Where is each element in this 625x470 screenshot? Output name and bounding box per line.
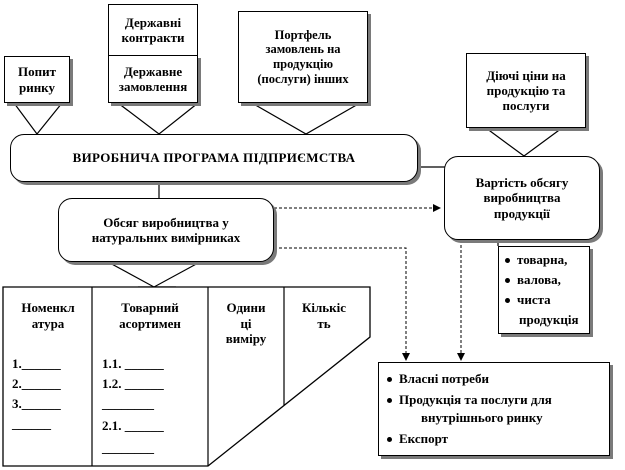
table-row-item: ______ <box>12 416 51 431</box>
table-header-nomenclature: Номенкл атура <box>21 300 75 331</box>
arrow-prices <box>486 128 562 156</box>
table-header-assortment: Товарний асортимен <box>119 300 181 331</box>
destination-item-continued: внутрішнього ринку <box>421 410 543 425</box>
table-row-item: ________ <box>102 396 154 411</box>
natural-volume-box: Обсяг виробництва у натуральних вимірниках <box>58 198 274 262</box>
bullet-icon <box>387 437 392 442</box>
table-row-item: 3.______ <box>12 396 61 411</box>
state-contracts-box: Державні контракти <box>108 4 198 56</box>
product-types-box <box>498 246 590 334</box>
destination-item: Власні потреби <box>387 371 489 387</box>
arrow-portfolio <box>252 103 360 134</box>
arrow-demand <box>14 103 62 134</box>
bullet-icon <box>505 298 510 303</box>
bullet-icon <box>387 398 392 403</box>
product-type-item: товарна, <box>505 252 567 268</box>
table-row-item: 1.______ <box>12 356 61 371</box>
order-portfolio-box: Портфель замовлень на продукцію (послуги) інших <box>238 11 368 103</box>
production-value-box: Вартість обсягу виробництва продукції <box>444 156 600 240</box>
state-order-box: Державне замовлення <box>108 55 198 103</box>
table-header-units: Одини ці виміру <box>225 300 267 347</box>
market-demand-box: Попит ринку <box>4 56 70 103</box>
product-type-item: продукція <box>519 312 579 327</box>
destinations-box <box>378 362 610 456</box>
product-type-item: чиста <box>505 292 551 308</box>
product-type-item: валова, <box>505 272 561 288</box>
table-header-quantity: Кількіс ть <box>301 300 347 331</box>
table-row-item: 2.1. ______ <box>102 418 164 433</box>
table-row-item: 1.2. ______ <box>102 376 164 391</box>
production-program-banner: ВИРОБНИЧА ПРОГРАМА ПІДПРИЄМСТВА <box>10 134 418 182</box>
arrow-state-order <box>118 103 198 134</box>
bullet-icon <box>505 258 510 263</box>
table-row-item: ________ <box>102 440 154 455</box>
current-prices-box: Діючі ціни на продукцію та послуги <box>466 53 586 128</box>
bullet-icon <box>387 377 392 382</box>
destination-item: Продукція та послуги для <box>387 392 552 408</box>
bullet-icon <box>505 278 510 283</box>
table-row-item: 2.______ <box>12 376 61 391</box>
table-row-item: 1.1. ______ <box>102 356 164 371</box>
arrow-volume-table <box>108 262 200 287</box>
destination-item: Експорт <box>387 431 448 447</box>
